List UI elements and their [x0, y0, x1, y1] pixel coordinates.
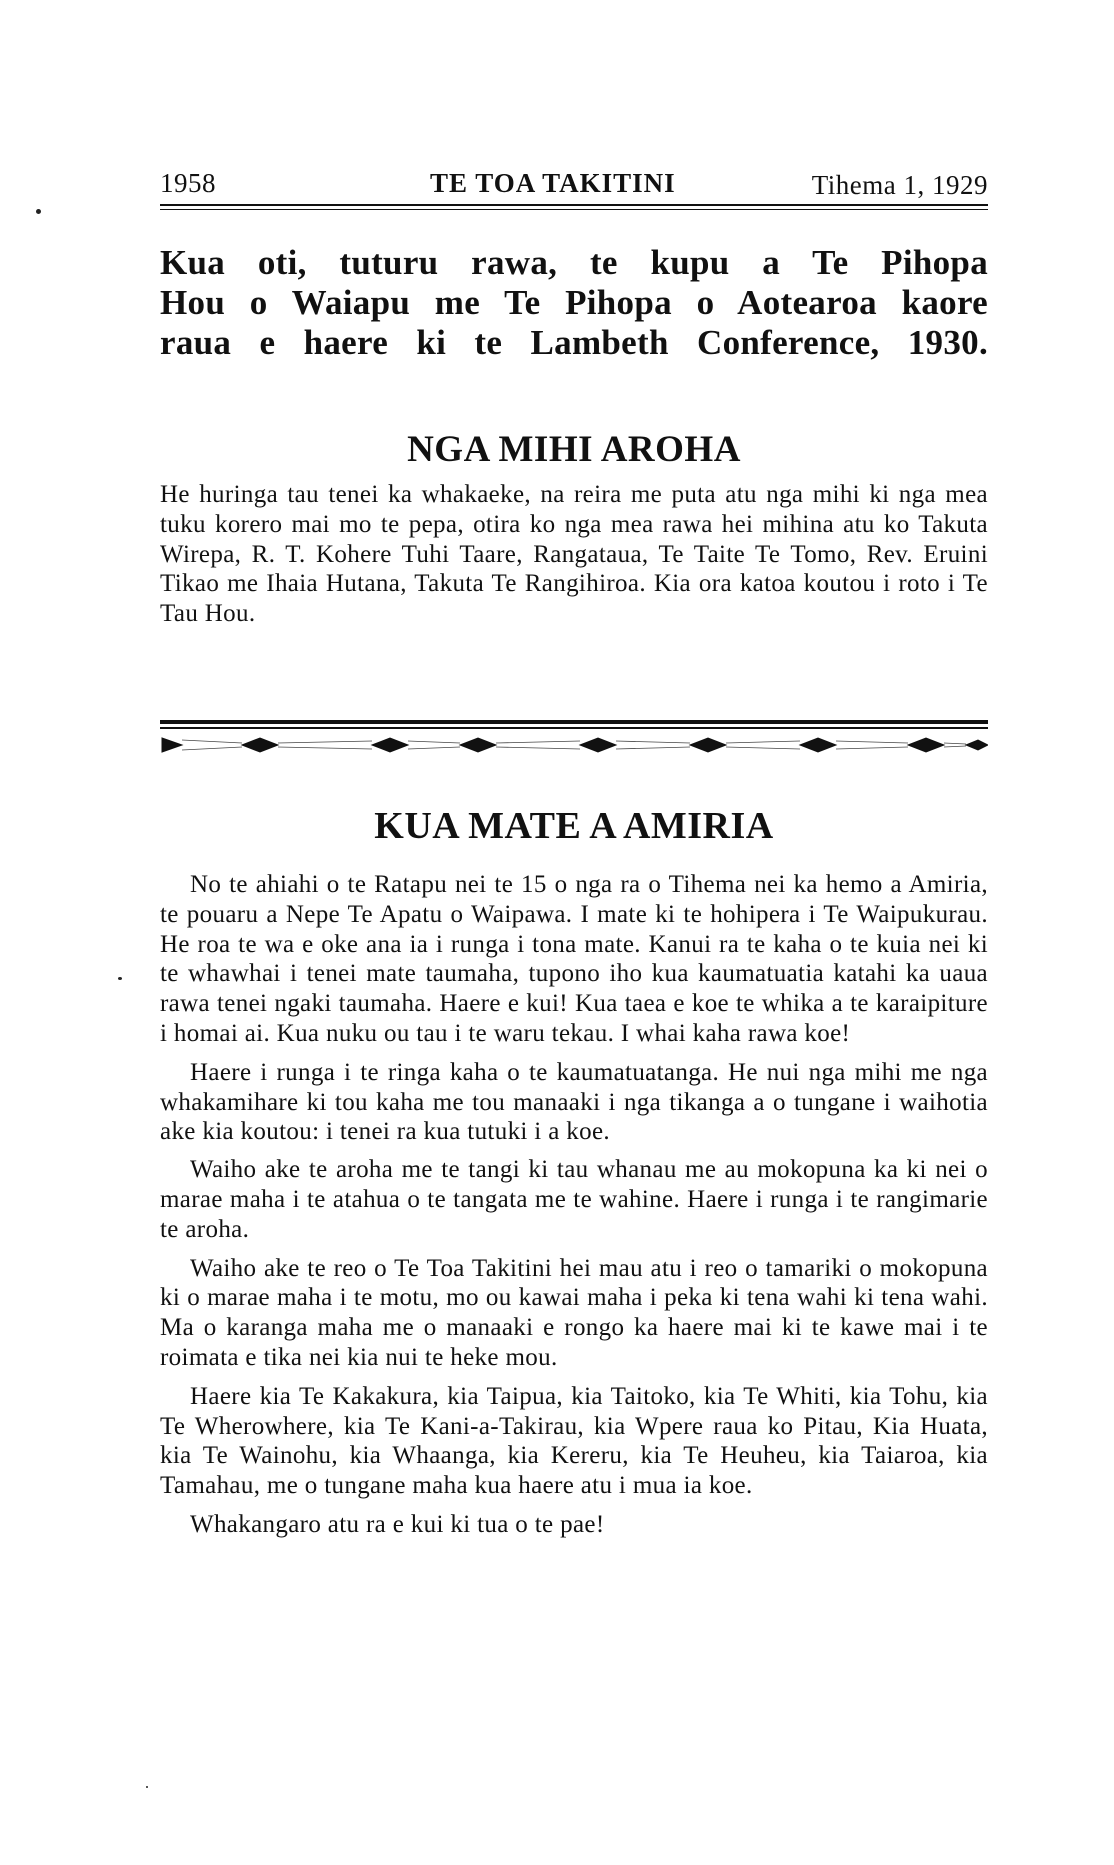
obituary-paragraph: No te ahiahi o te Ratapu nei te 15 o nga ra o Tihema nei ka hemo a Amiria, te pouaru a Nepe Te Apatu o Waipawa. I mate ki te hohipera i Te Waipukurau. He roa te wa e oke ana ia i runga i tona mate. Kanui ra te kaha o te kuia nei ki te whawhai i tenei mate taumaha, tupono iho kua kaumatuatia katahi ka uaua rawa tenei ngaki taumaha. Haere e kui! Kua taea e koe te whika a te karaipiture i homai ai. Kua nuku ou tau i te waru tekau. I whai kaha rawa koe!: [160, 871, 988, 1047]
obituary-paragraph: Waiho ake te reo o Te Toa Takitini hei mau atu i reo o tamariki o mokopuna ki o marae maha i te motu, mo ou kawai maha i peka ki tena wahi ki tena wahi. Ma o karanga maha me o manaaki e rongo ka haere mai ki te kawe mai i te roimata e tika nei kia nui te heke mou.: [160, 1254, 988, 1371]
ornament-rule: [160, 720, 988, 724]
header-rule-thin: [160, 209, 988, 210]
announcement-line: raua e haere ki te Lambeth Conference, 1930.: [160, 323, 988, 362]
announcement: [160, 243, 988, 363]
obituary-paragraph: Haere i runga i te ringa kaha o te kaumatuatanga. He nui nga mihi me nga whakamihare ki tou kaha me tou manaaki i nga tikanga a o tungane i waihotia ake kia koutou: i tenei ra kua tutuki i a koe.: [160, 1058, 988, 1146]
thanks-paragraph: He huringa tau tenei ka whakaeke, na reira me puta atu nga mihi ki nga mea tuku korero mai mo te pepa, otira ko nga mea rawa hei mihina atu ko Takuta Wirepa, R. T. Kohere Tuhi Taare, Rangataua, Te Taite Te Tomo, Rev. Eruini Tikao me Ihaia Hutana, Takuta Te Rangihiroa. Kia ora katoa koutou i roto i Te Tau Hou.: [160, 481, 988, 628]
obituary-title: KUA MATE A AMIRIA: [374, 805, 774, 847]
thanks-article: [160, 480, 988, 629]
ink-speck: [36, 209, 41, 214]
publication-title: TE TOA TAKITINI: [430, 168, 676, 198]
header-rule: [160, 204, 988, 206]
decorative-divider: [160, 732, 988, 758]
page-header: [160, 168, 988, 206]
obituary-paragraph: Whakangaro atu ra e kui ki tua o te pae!: [190, 1510, 605, 1538]
issue-date: Tihema 1, 1929: [811, 170, 988, 200]
thanks-title: NGA MIHI AROHA: [407, 429, 741, 470]
obituary-paragraph: Haere kia Te Kakakura, kia Taipua, kia Taitoko, kia Te Whiti, kia Tohu, kia Te Wherowhere, kia Te Kani-a-Takirau, kia Wpere raua ko Pitau, Kia Huata, kia Te Wainohu, kia Whaanga, kia Kereru, kia Te Heuheu, kia Taiaroa, kia Tamahau, me o tungane maha kua haere atu i mua ia koe.: [160, 1382, 988, 1500]
obituary-paragraph: Waiho ake te aroha me te tangi ki tau whanau me au mokopuna ka ki nei o marae maha i te atahua o te tangata me te wahine. Haere i runga i te rangimarie te aroha.: [160, 1156, 988, 1243]
ink-speck: [146, 1786, 148, 1788]
ink-speck: [118, 977, 122, 980]
announcement-line: Hou o Waiapu me Te Pihopa o Aotearoa kaore: [160, 283, 988, 322]
page-number: 1958: [160, 168, 216, 198]
ornament-rule-thin: [160, 727, 988, 729]
obituary-article: [160, 870, 988, 1549]
announcement-line: Kua oti, tuturu rawa, te kupu a Te Pihopa: [160, 243, 988, 282]
